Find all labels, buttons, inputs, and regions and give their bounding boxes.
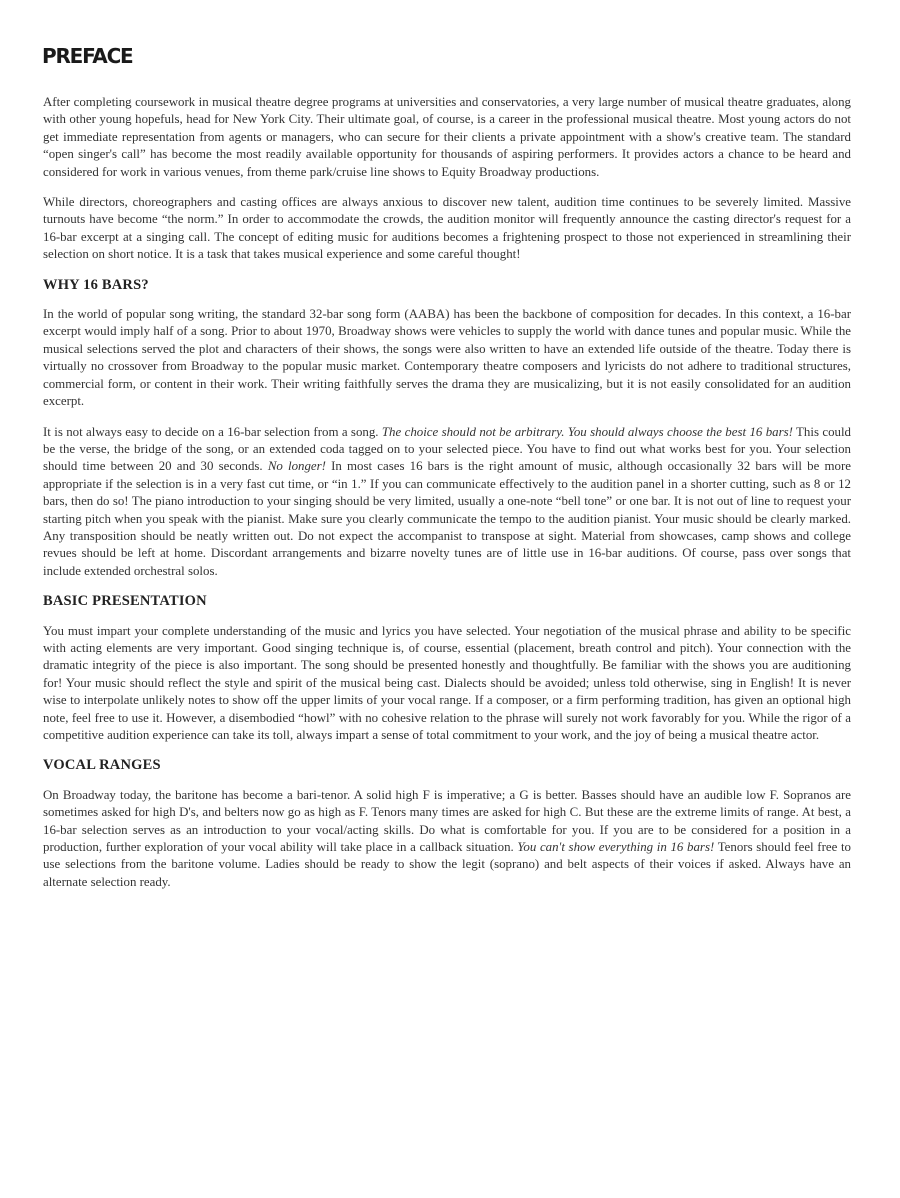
intro-paragraph-2: While directors, choreographers and casting offices are always anxious to discover new talent, audition time continues to be severely limited. Massive turnouts have become “the norm.” In order to accommodate the crowds, the audition monitor will frequently announce the casting director's request for a 16-bar excerpt at a singing call. The concept of editing music for auditions becomes a frightening prospect to those not experienced in streamlining their selection on short notice. It is a task that takes musical experience and some careful thought!	[43, 195, 851, 262]
section-heading-basic-presentation: BASIC PRESENTATION	[43, 593, 207, 610]
section-heading-why-16-bars: WHY 16 BARS?	[43, 276, 149, 293]
why-16-bars-paragraph-1: In the world of popular song writing, the standard 32-bar song form (AABA) has been the backbone of composition for decades. In this context, a 16-bar excerpt would imply half of a song. Prior to about 1970, Broadway shows were vehicles to supply the world with dance tunes and popular music. While the musical selections served the plot and characters of their shows, the songs were also written to have an extended life outside of the theatre. Today there is virtually no crossover from Broadway to the popular music market. Contemporary theatre composers and lyricists do not adhere to traditional structures, commercial form, or content in their work. Their writing faithfully serves the drama they are musicalizing, but it is not easily consolidated for an audition excerpt.	[43, 307, 851, 409]
why-16-bars-paragraph-2	[43, 424, 851, 581]
text-run: This could be the verse, the bridge of the song, or an extended coda tagged on to your selected piece. You have to find out what works best for you. Your selection should time between 20 and 30 seconds.	[43, 424, 851, 474]
document-body	[43, 94, 851, 904]
text-run: Tenors should feel free to use selections from the baritone volume. Ladies should be ready to show the legit (soprano) and belt aspects of their voices if asked. Always have an alternate selection ready.	[43, 840, 852, 889]
emphasis-text: You can't show everything in 16 bars!	[517, 840, 715, 855]
text-run: On Broadway today, the baritone has become a bari-tenor. A solid high F is imperative; a G is better. Basses should have an audible low F. Sopranos are sometimes asked for high D's, and belters now go as high as F. Tenors many times are asked for high C. But these are the extreme limits of range. At best, a 16-bar selection serves as an introduction to your vocal/acting skills. Do what is comfortable for you. If you are to be considered for a position in a production, further exploration of your vocal ability will take place in a callback situation.	[43, 787, 851, 855]
section-heading-vocal-ranges: VOCAL RANGES	[43, 757, 161, 774]
text-run: It is not always easy to decide on a 16-bar selection from a song.	[43, 424, 382, 439]
vocal-ranges-paragraph	[43, 787, 851, 891]
page-title: PREFACE	[42, 44, 133, 68]
emphasis-text: The choice should not be arbitrary. You should always choose the best 16 bars!	[381, 424, 793, 439]
basic-presentation-paragraph: You must impart your complete understanding of the music and lyrics you have selected. Your negotiation of the musical phrase and ability to be specific with acting elements are very important. Good singing technique is, of course, essential (placement, breath control and pitch). Your connection with the dramatic integrity of the piece is also important. The song should be presented honestly and thoughtfully. Be familiar with the shows you are auditioning for! Your music should reflect the style and spirit of the musical being cast. Dialects should be avoided; unless told otherwise, sing in English! It is never wise to interpolate unlikely notes to show off the upper limits of your vocal range. If a composer, or a firm performing tradition, has given an optional high note, feel free to use it. However, a disembodied “howl” with no cohesive relation to the phrase will surely not work favorably for you. While the rigor of a competitive audition experience can take its toll, always impart a sense of total commitment to your work, and the joy of being a musical theatre actor.	[43, 623, 851, 742]
text-run: In most cases 16 bars is the right amount of music, although occasionally 32 bars will be more appropriate if the selection is in a very fast cut time, or “in 1.” If you can communicate effectively to the audition panel in a shorter cutting, such as 8 or 12 bars, then do so! The piano introduction to your singing should be very limited, usually a one-note “bell tone” or one bar. It is not out of line to request your starting pitch when you speak with the pianist. Make sure you clearly communicate the tempo to the audition pianist. Your music should be clearly marked. Any transposition should be neatly written out. Do not expect the accompanist to transpose at sight. Material from showcases, camp shows and college revues should be left at home. Discordant arrangements and bizarre novelty tunes are of little use in 16-bar auditions. Of course, pass over songs that include extended orchestral solos.	[43, 459, 851, 578]
emphasis-text: No longer!	[267, 459, 326, 474]
intro-paragraph-1: After completing coursework in musical theatre degree programs at universities and conservatories, a very large number of musical theatre graduates, along with other young hopefuls, head for New York City. Their ultimate goal, of course, is a career in the professional musical theatre. Most young actors do not get immediate representation from agents or managers, who can secure for their clients a private appointment with a show's creative team. The standard “open singer's call” has become the most readily available opportunity for thousands of aspiring performers. It provides actors a chance to be heard and considered for work in various venues, from theme park/cruise line shows to Equity Broadway productions.	[43, 95, 851, 179]
